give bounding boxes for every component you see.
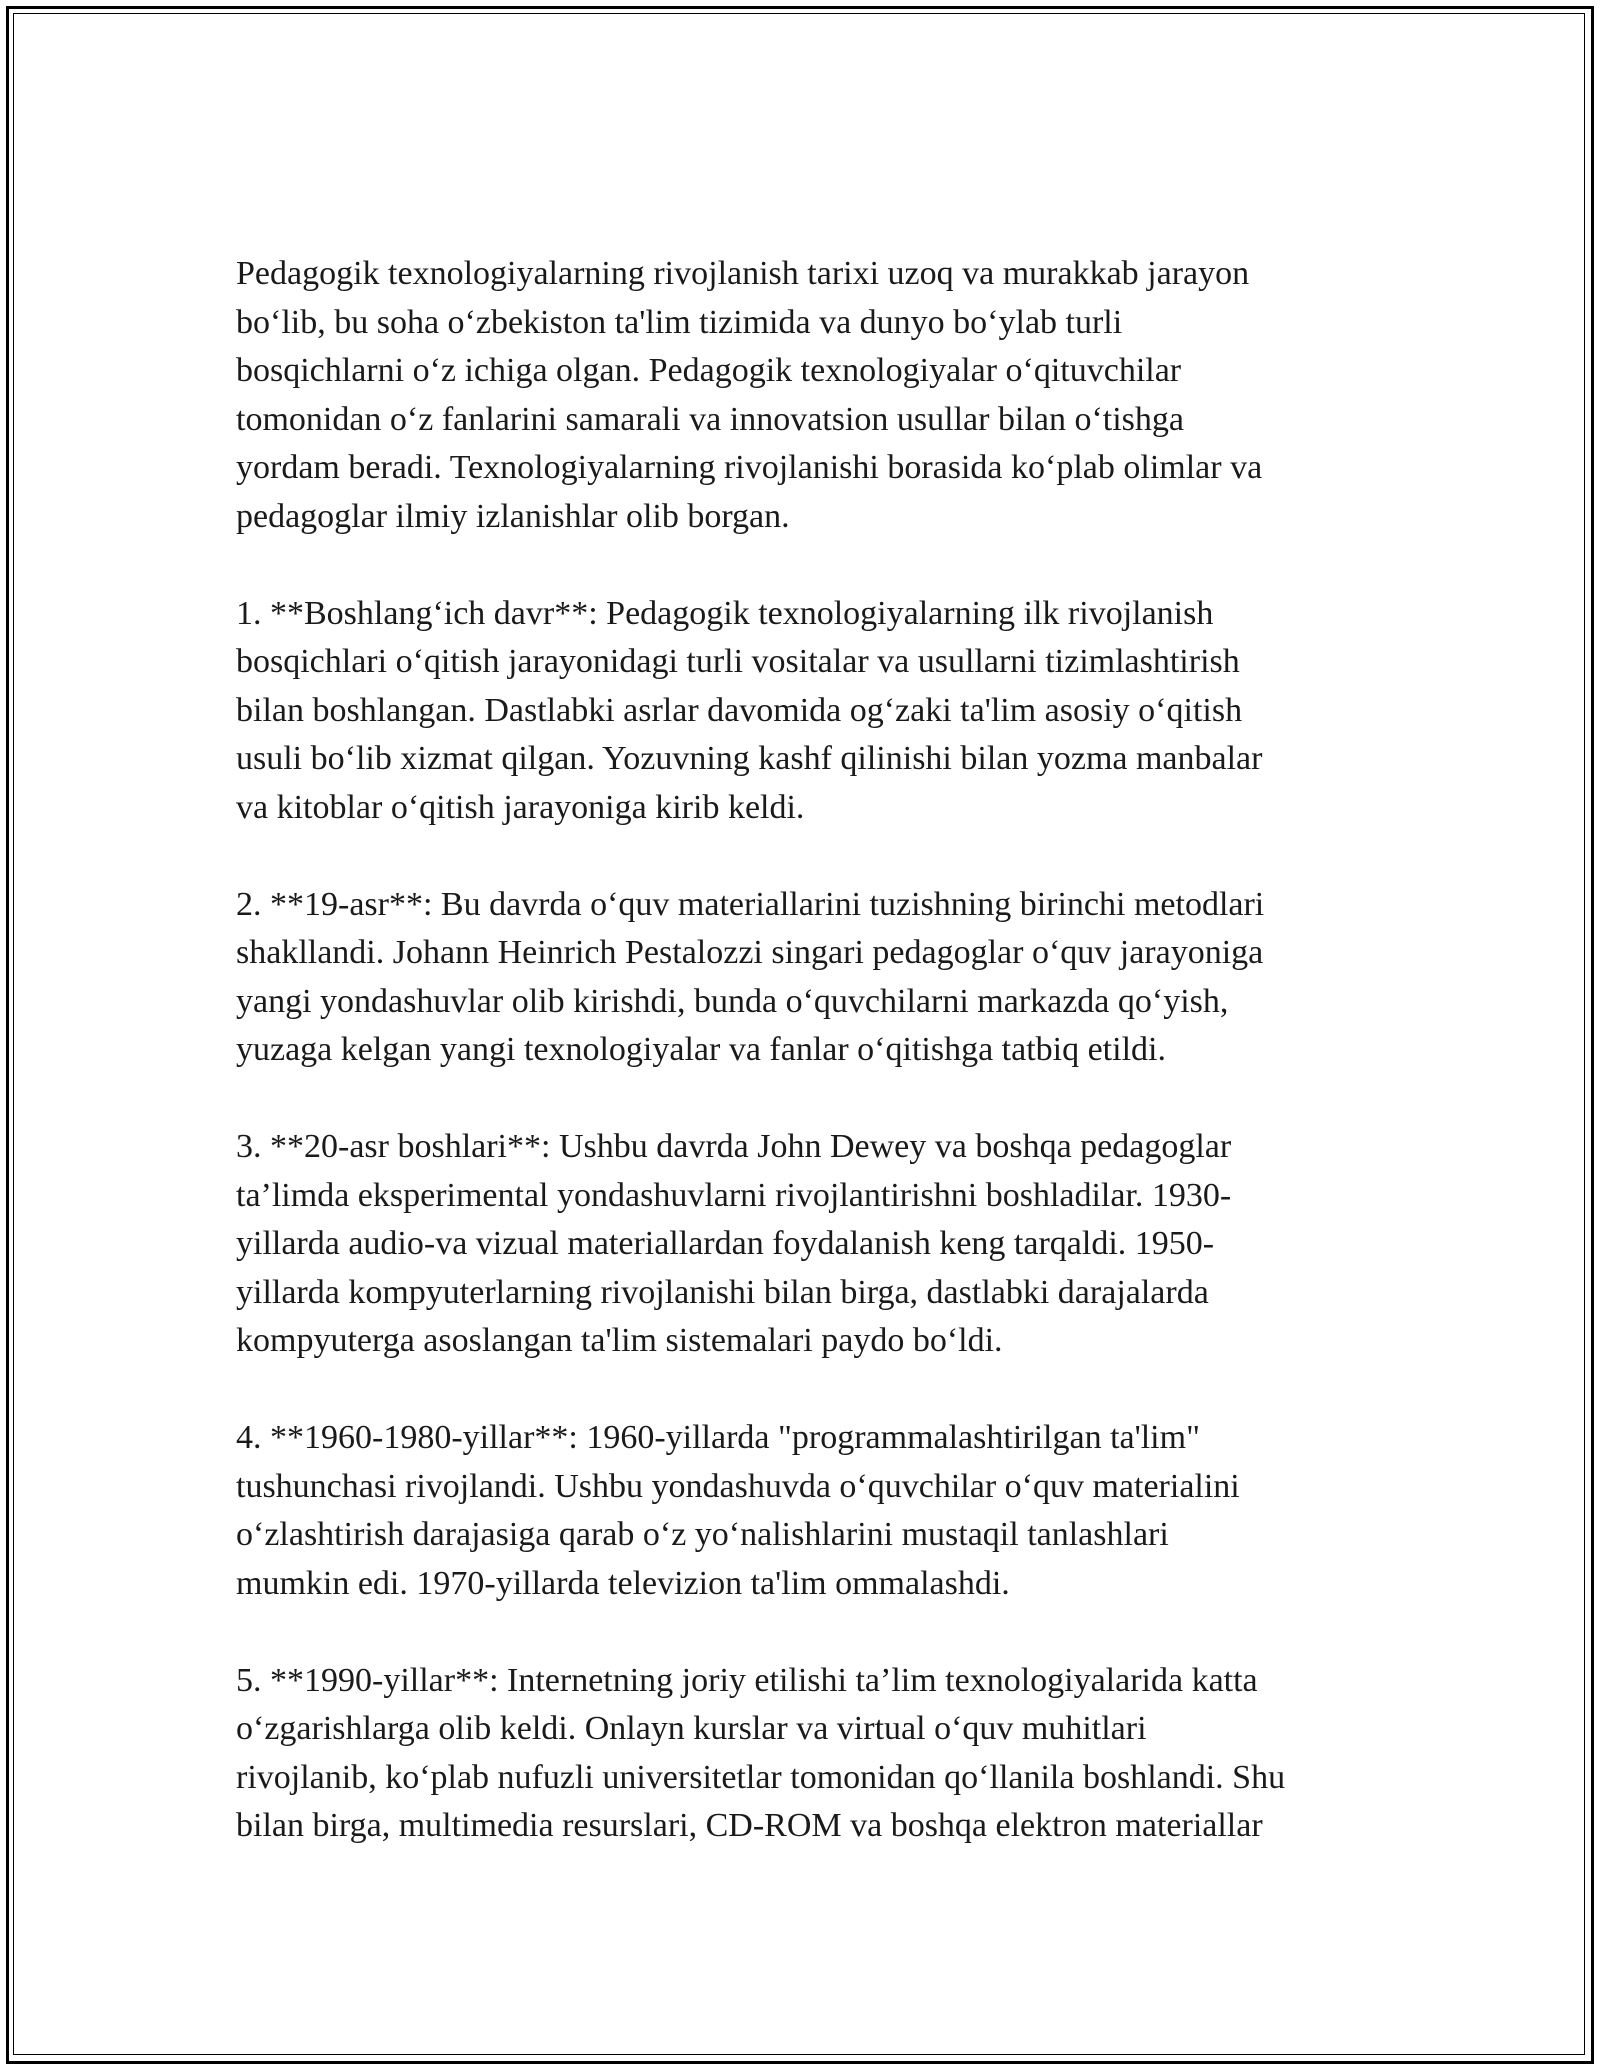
text-line: tushunchasi rivojlandi. Ushbu yondashuvda oʻquvchilar oʻquv materialini (236, 1467, 1240, 1505)
text-line: 4. **1960-1980-yillar**: 1960-yillarda "programmalashtirilgan ta'lim" (236, 1419, 1200, 1456)
text-line: usuli boʻlib xizmat qilgan. Yozuvning kashf qilinishi bilan yozma manbalar (236, 740, 1263, 777)
text-line: mumkin edi. 1970-yillarda televizion ta'lim ommalashdi. (236, 1564, 1010, 1602)
text-line: tomonidan oʻz fanlarini samarali va innovatsion usullar bilan oʻtishga (236, 400, 1184, 438)
text-line: shakllandi. Johann Heinrich Pestalozzi singari pedagoglar oʻquv jarayoniga (236, 934, 1264, 971)
text-line: oʻzgarishlarga olib keldi. Onlayn kurslar va virtual oʻquv muhitlari (236, 1710, 1147, 1747)
text-line: yordam beradi. Texnologiyalarning rivojlanishi borasida koʻplab olimlar va (236, 449, 1263, 486)
text-line: 5. **1990-yillar**: Internetning joriy etilishi ta’lim texnologiyalarida katta (236, 1661, 1258, 1699)
section-1-paragraph (236, 590, 1376, 833)
section-4-paragraph (236, 1414, 1376, 1608)
text-line: yuzaga kelgan yangi texnologiyalar va fanlar oʻqitishga tatbiq etildi. (236, 1031, 1166, 1068)
text-line: 3. **20-asr boshlari**: Ushbu davrda John Dewey va boshqa pedagoglar (236, 1128, 1232, 1165)
text-line: bosqichlarni oʻz ichiga olgan. Pedagogik texnologiyalar oʻqituvchilar (236, 352, 1182, 389)
text-line: 1. **Boshlangʻich davr**: Pedagogik texnologiyalarning ilk rivojlanish (236, 594, 1214, 632)
text-line: oʻzlashtirish darajasiga qarab oʻz yoʻnalishlarini mustaqil tanlashlari (236, 1516, 1169, 1553)
text-line: ta’limda eksperimental yondashuvlarni rivojlantirishni boshladilar. 1930- (236, 1176, 1232, 1214)
text-line: boʻlib, bu soha oʻzbekiston ta'lim tizimida va dunyo boʻylab turli (236, 303, 1123, 341)
text-line: 2. **19-asr**: Bu davrda oʻquv materiallarini tuzishning birinchi metodlari (236, 885, 1265, 923)
text-line: va kitoblar oʻqitish jarayoniga kirib keldi. (236, 788, 805, 826)
section-3-paragraph (236, 1123, 1376, 1366)
text-line: yillarda kompyuterlarning rivojlanishi bilan birga, dastlabki darajalarda (236, 1273, 1209, 1311)
text-line: bilan birga, multimedia resurslari, CD-ROM va boshqa elektron materiallar (236, 1807, 1263, 1844)
text-line: Pedagogik texnologiyalarning rivojlanish tarixi uzoq va murakkab jarayon (236, 255, 1250, 292)
text-line: yangi yondashuvlar olib kirishdi, bunda oʻquvchilarni markazda qoʻyish, (236, 982, 1229, 1020)
text-line: bilan boshlangan. Dastlabki asrlar davomida ogʻzaki ta'lim asosiy oʻqitish (236, 691, 1243, 729)
text-line: rivojlanib, koʻplab nufuzli universitetlar tomonidan qoʻllanila boshlandi. Shu (236, 1758, 1286, 1796)
text-line: bosqichlari oʻqitish jarayonidagi turli vositalar va usullarni tizimlashtirish (236, 643, 1240, 680)
document-body (236, 250, 1376, 1899)
section-2-paragraph (236, 881, 1376, 1075)
intro-paragraph (236, 250, 1376, 541)
text-line: yillarda audio-va vizual materiallardan foydalanish keng tarqaldi. 1950- (236, 1225, 1215, 1262)
text-line: pedagoglar ilmiy izlanishlar olib borgan. (236, 497, 790, 535)
section-5-paragraph (236, 1657, 1376, 1851)
text-line: kompyuterga asoslangan ta'lim sistemalari paydo boʻldi. (236, 1322, 1003, 1359)
